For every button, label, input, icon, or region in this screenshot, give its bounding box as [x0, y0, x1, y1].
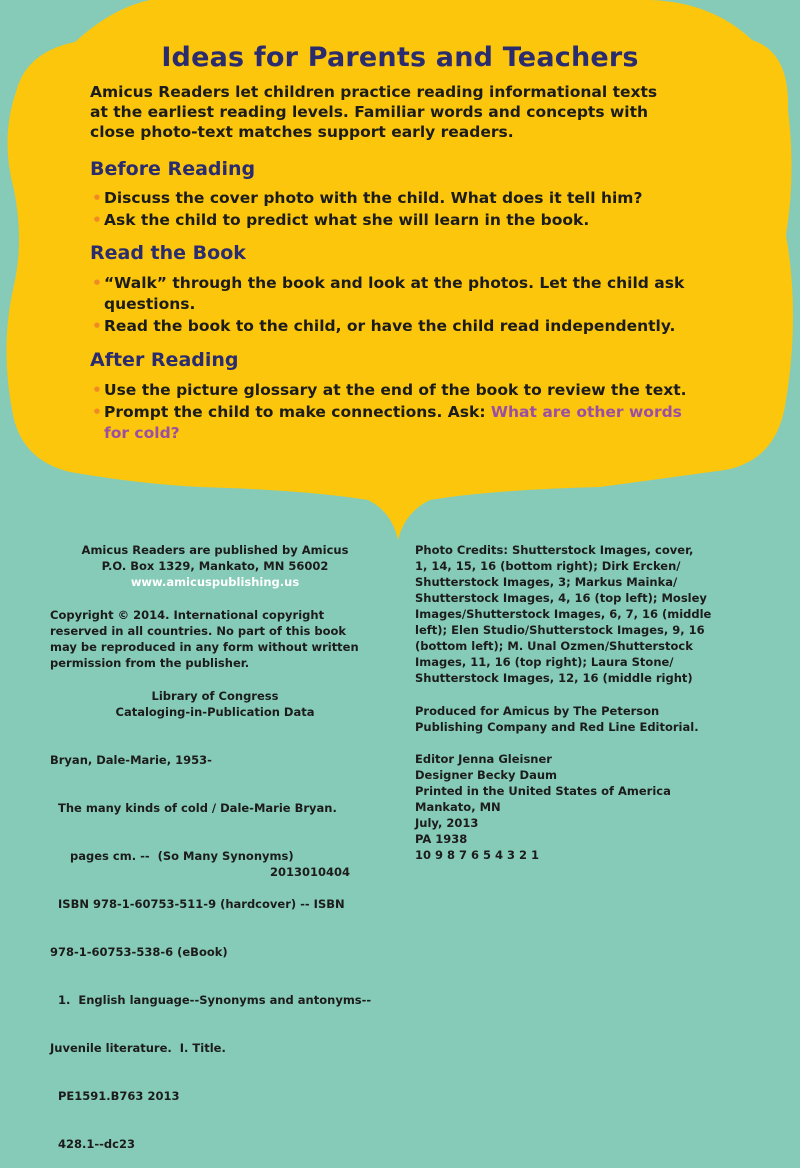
- photo-credit-line: Shutterstock Images, 4, 16 (top left); Mosley: [415, 591, 707, 605]
- section-heading-read-the-book: Read the Book: [90, 242, 246, 264]
- staff-line: Printed in the United States of America: [415, 784, 671, 798]
- prompt-question: What are other words for cold?: [104, 403, 682, 442]
- photo-credit-line: Shutterstock Images, 12, 16 (middle right): [415, 671, 693, 685]
- photo-credit-line: 1, 14, 15, 16 (bottom right); Dirk Ercken/: [415, 559, 681, 573]
- staff-line: July, 2013: [415, 816, 479, 830]
- before-reading-list: [92, 188, 732, 232]
- photo-credit-line: Photo Credits: Shutterstock Images, cover,: [415, 543, 694, 557]
- list-item: • Discuss the cover photo with the child. What does it tell him?: [92, 188, 732, 209]
- publisher-info: [50, 542, 380, 590]
- read-the-book-list: [92, 273, 692, 338]
- produced-line: Produced for Amicus by The Peterson: [415, 704, 660, 718]
- copyright-line: permission from the publisher.: [50, 656, 250, 670]
- staff-and-printing: [415, 751, 760, 863]
- prompt-text: Prompt the child to make connections. Ask:: [104, 403, 491, 421]
- section-heading-before-reading: Before Reading: [90, 158, 256, 180]
- cip-line: PE1591.B763 2013: [50, 1089, 180, 1103]
- cip-line: Bryan, Dale-Marie, 1953-: [50, 753, 212, 767]
- photo-credit-line: Images/Shutterstock Images, 6, 7, 16 (middle: [415, 607, 712, 621]
- list-item: [92, 402, 692, 444]
- intro-paragraph: [90, 82, 730, 142]
- cip-line: pages cm. -- (So Many Synonyms): [50, 849, 294, 863]
- staff-line: Editor Jenna Gleisner: [415, 752, 552, 766]
- photo-credits: [415, 542, 760, 686]
- page-title: Ideas for Parents and Teachers: [161, 42, 639, 73]
- cip-line: 1. English language--Synonyms and antonyms--: [50, 993, 372, 1007]
- copyright-notice: [50, 607, 380, 671]
- list-item: • Ask the child to predict what she will learn in the book.: [92, 210, 732, 231]
- cip-line: ISBN 978-1-60753-511-9 (hardcover) -- ISBN: [50, 897, 345, 911]
- produced-by: [415, 703, 760, 735]
- staff-line: PA 1938: [415, 832, 468, 846]
- copyright-line: Copyright © 2014. International copyright: [50, 608, 325, 622]
- copyright-line: reserved in all countries. No part of this book: [50, 624, 347, 638]
- intro-line: at the earliest reading levels. Familiar words and concepts with: [90, 103, 649, 121]
- photo-credit-line: (bottom left); M. Unal Ozmen/Shutterstock: [415, 639, 693, 653]
- publisher-line: Amicus Readers are published by Amicus: [81, 543, 349, 557]
- cip-data: [50, 720, 380, 1168]
- produced-line: Publishing Company and Red Line Editorial.: [415, 720, 699, 734]
- staff-line: Mankato, MN: [415, 800, 501, 814]
- list-item: • Use the picture glossary at the end of the book to review the text.: [92, 380, 692, 401]
- cip-header-line: Library of Congress: [151, 689, 279, 703]
- cip-header: [50, 688, 380, 720]
- photo-credit-line: Images, 11, 16 (top right); Laura Stone/: [415, 655, 674, 669]
- list-item: • “Walk” through the book and look at the photos. Let the child ask questions.: [92, 273, 692, 315]
- cip-line: 428.1--dc23: [50, 1137, 135, 1151]
- cip-header-line: Cataloging-in-Publication Data: [115, 705, 315, 719]
- photo-credit-line: left); Elen Studio/Shutterstock Images, 9, 16: [415, 623, 705, 637]
- staff-line: Designer Becky Daum: [415, 768, 558, 782]
- section-heading-after-reading: After Reading: [90, 349, 239, 371]
- cip-line: The many kinds of cold / Dale-Marie Bryan.: [50, 801, 337, 815]
- publisher-link[interactable]: www.amicuspublishing.us: [130, 575, 300, 589]
- photo-credit-line: Shutterstock Images, 3; Markus Mainka/: [415, 575, 678, 589]
- cip-line: 978-1-60753-538-6 (eBook): [50, 945, 228, 959]
- after-reading-list: [92, 380, 692, 445]
- staff-line: 10 9 8 7 6 5 4 3 2 1: [415, 848, 540, 862]
- intro-line: Amicus Readers let children practice reading informational texts: [90, 83, 658, 101]
- publisher-address: P.O. Box 1329, Mankato, MN 56002: [101, 559, 329, 573]
- copyright-line: may be reproduced in any form without written: [50, 640, 359, 654]
- lccn-number: 2013010404: [270, 865, 351, 879]
- cip-line: Juvenile literature. I. Title.: [50, 1041, 226, 1055]
- list-item: • Read the book to the child, or have the child read independently.: [92, 316, 692, 337]
- intro-line: close photo-text matches support early readers.: [90, 123, 514, 141]
